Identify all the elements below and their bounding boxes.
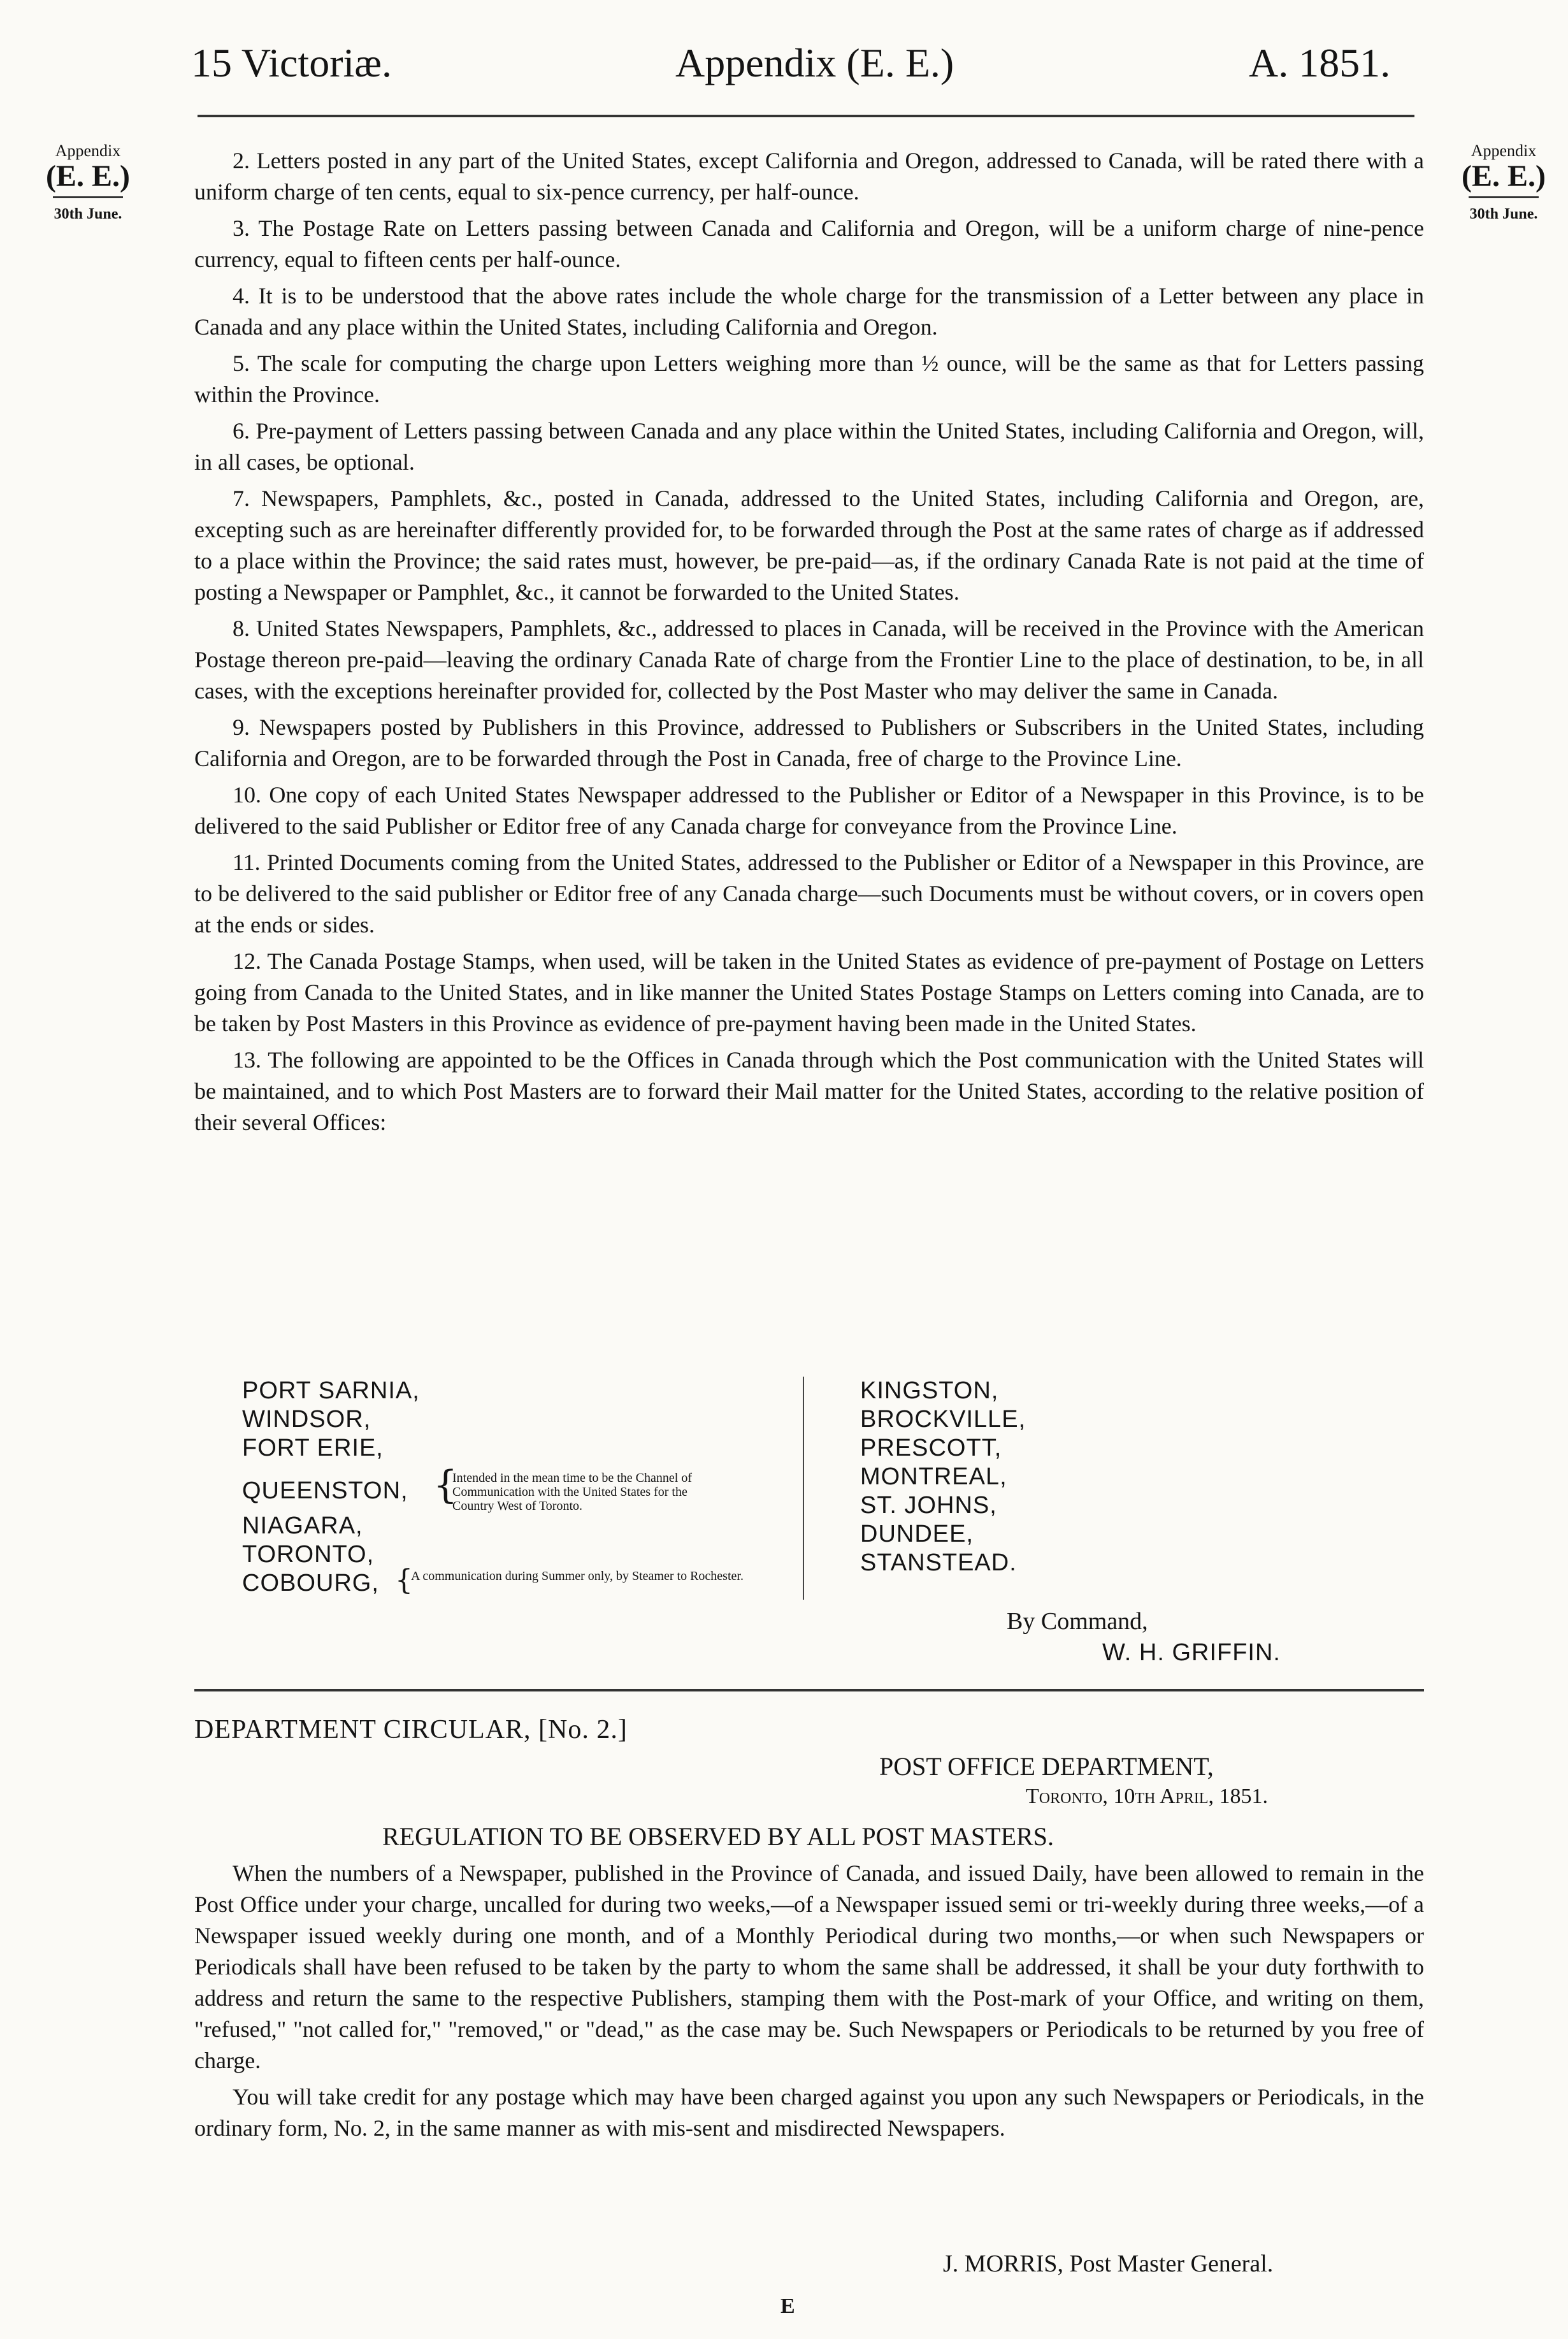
office-item: DUNDEE,: [860, 1521, 974, 1547]
office-item: QUEENSTON,: [242, 1477, 408, 1504]
circular-body: [194, 1858, 1424, 2149]
footer-signature-mark: E: [780, 2294, 795, 2318]
side-note-swash: [1469, 196, 1539, 198]
paragraph: 9. Newspapers posted by Publishers in this Province, addressed to Publishers or Subscribers in the United States, including California and Oregon, are to be forwarded through the Post in Canada, free of charge to the Province Line.: [194, 714, 1424, 771]
offices-table: [191, 1377, 1421, 1606]
side-note-label: Appendix: [1471, 141, 1537, 160]
side-note-label: Appendix: [55, 141, 121, 160]
session-label: 15 Victoriæ.: [191, 40, 392, 85]
paragraph: 12. The Canada Postage Stamps, when used, will be taken in the United States as evidence of pre-payment of Postage on Letters going from Canada to the United States, and in like manner the United States Postage Stamps on Letters coming into Canada, are to be taken by Post Masters in this Province as evidence of pre-payment having been made in the United States.: [194, 948, 1424, 1036]
office-item: KINGSTON,: [860, 1377, 999, 1404]
circular-paragraph: You will take credit for any postage which may have been charged against you upon any such Newspapers or Periodicals, in the ordinary form, No. 2, in the same manner as with mis-sent and misdirected Newspapers.: [194, 2084, 1424, 2141]
appendix-label: Appendix (E. E.): [675, 40, 954, 85]
cobourg-brace: {: [395, 1564, 413, 1597]
office-item: STANSTEAD.: [860, 1549, 1017, 1576]
office-item: WINDSOR,: [242, 1406, 371, 1433]
paragraph: 6. Pre-payment of Letters passing between Canada and any place within the United States, including California and Oregon, will, in all cases, be optional.: [194, 418, 1424, 475]
column-divider: [803, 1377, 804, 1600]
office-item: COBOURG,: [242, 1570, 379, 1597]
circular-paragraph: When the numbers of a Newspaper, published in the Province of Canada, and issued Daily, have been allowed to remain in the Post Office under your charge, uncalled for during two weeks,—of a Newspaper issued semi or tri-weekly during three weeks,—of a Newspaper issued weekly during one month, and of a Monthly Periodical during two months,—or when such Newspapers or Periodicals shall have been refused to be taken by the party to whom the same shall be addressed, it shall be your duty forthwith to address and return the same to the respective Publishers, stamping them with the Post-mark of your Office, and writing on them, "refused," "not called for," "removed," or "dead," as the case may be. Such Newspapers or Periodicals to be returned by you free of charge.: [194, 1860, 1424, 2073]
paragraph: 5. The scale for computing the charge upon Letters weighing more than ½ ounce, will be the same as that for Letters passing within the Province.: [194, 351, 1424, 407]
office-item: BROCKVILLE,: [860, 1406, 1026, 1433]
queenston-brace: {: [433, 1463, 458, 1507]
paragraph: 11. Printed Documents coming from the United States, addressed to the Publisher or Editor of a Newspaper in this Province, are to be delivered to the said publisher or Editor free of any Canada charge—such Documents must be without covers, or in covers open at the ends or sides.: [194, 850, 1424, 938]
office-item: PRESCOTT,: [860, 1435, 1002, 1461]
paragraph: 10. One copy of each United States Newspaper addressed to the Publisher or Editor of a Newspaper in this Province, is to be delivered to the said Publisher or Editor free of any Canada charge for conveyance from the Province Line.: [194, 782, 1424, 839]
paragraph: 8. United States Newspapers, Pamphlets, &c., addressed to places in Canada, will be received in the Province with the American Postage thereon pre-paid—leaving the ordinary Canada Rate of charge from the Frontier Line to the place of destination, to be, in all cases, with the exceptions hereinafter provided for, collected by the Post Master who may deliver the same in Canada.: [194, 616, 1424, 704]
paragraph: 3. The Postage Rate on Letters passing between Canada and California and Oregon, will be a uniform charge of nine-pence currency, equal to fifteen cents per half-ounce.: [194, 215, 1424, 272]
section-rule: [194, 1689, 1424, 1691]
regulation-heading: REGULATION TO BE OBSERVED BY ALL POST MASTERS.: [382, 1822, 1054, 1851]
offices-west-column: [242, 1377, 420, 1598]
office-item: MONTREAL,: [860, 1463, 1007, 1490]
side-note-code: (E. E.): [46, 159, 130, 193]
paragraph: 7. Newspapers, Pamphlets, &c., posted in Canada, addressed to the United States, including California and Oregon, are, excepting such as are hereinafter differently provided for, to be forwarded through the Post at the same rates of charge as if addressed to a place within the Province; the said rates must, however, be pre-paid—as, if the ordinary Canada Rate is not paid at the time of posting a Newspaper or Pamphlet, &c., it cannot be forwarded to the United States.: [194, 486, 1424, 605]
side-note-date: 30th June.: [54, 206, 122, 223]
by-command-line: By Command,: [1007, 1608, 1148, 1635]
side-note-code: (E. E.): [1462, 159, 1546, 193]
department-name: POST OFFICE DEPARTMENT,: [879, 1752, 1214, 1781]
header-rule: [198, 115, 1414, 117]
side-note-left: [31, 141, 145, 224]
griffin-signature: W. H. GRIFFIN.: [1102, 1639, 1281, 1666]
paragraph: 4. It is to be understood that the above rates include the whole charge for the transmission of a Letter between any place in Canada and any place within the United States, including California and Oregon.: [194, 283, 1424, 340]
offices-east-column: [860, 1377, 1026, 1577]
office-item: NIAGARA,: [242, 1512, 363, 1539]
running-head: [0, 40, 1568, 103]
side-note-swash: [53, 196, 123, 198]
circular-title: DEPARTMENT CIRCULAR, [No. 2.]: [194, 1715, 628, 1744]
side-note-right: [1446, 141, 1561, 224]
cobourg-note: A communication during Summer only, by Steamer to Rochester.: [411, 1569, 744, 1583]
paragraph: 13. The following are appointed to be the Offices in Canada through which the Post communication with the United States will be maintained, and to which Post Masters are to forward their Mail matter for the United States, according to the relative position of their several Offices:: [194, 1047, 1424, 1135]
side-note-date: 30th June.: [1469, 206, 1538, 223]
place-date: Toronto, 10th April, 1851.: [1026, 1785, 1269, 1808]
office-item: FORT ERIE,: [242, 1435, 384, 1461]
office-item: PORT SARNIA,: [242, 1377, 420, 1404]
paragraph: 2. Letters posted in any part of the United States, except California and Oregon, addressed to Canada, will be rated there with a uniform charge of ten cents, equal to six-pence currency, per half-ounce.: [194, 148, 1424, 205]
office-item: TORONTO,: [242, 1541, 375, 1568]
morris-signature: J. MORRIS, Post Master General.: [943, 2250, 1274, 2277]
queenston-note: Intended in the mean time to be the Channel of Communication with the United States for the Country West of Toronto.: [452, 1471, 692, 1513]
year-label: A. 1851.: [1249, 40, 1391, 85]
office-item: ST. JOHNS,: [860, 1492, 997, 1519]
regulations-body: [194, 145, 1424, 1143]
